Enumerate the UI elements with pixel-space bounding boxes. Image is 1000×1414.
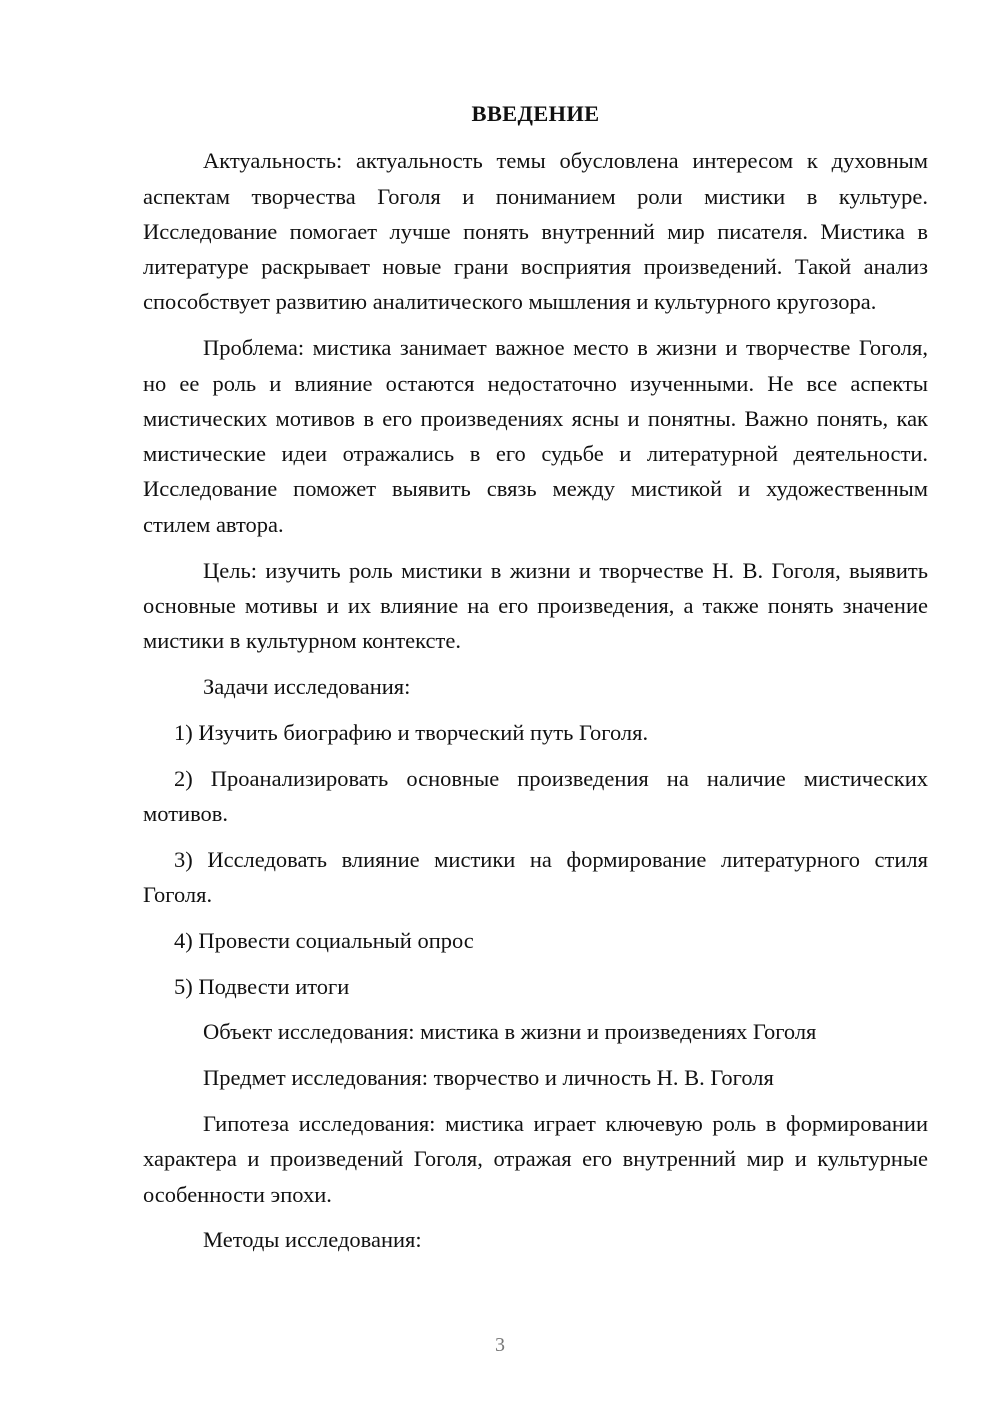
paragraph-goal: Цель: изучить роль мистики в жизни и творчестве Н. В. Гоголя, выявить основные мотивы и их влияние на его произведения, а также понять значение мистики в культурном контексте. [143, 557, 928, 654]
list-item: 4) Провести социальный опрос [174, 927, 474, 953]
section-heading: ВВЕДЕНИЕ [471, 101, 600, 126]
list-item: 5) Подвести итоги [174, 973, 350, 999]
paragraph-subject: Предмет исследования: творчество и личность Н. В. Гоголя [203, 1065, 774, 1091]
list-item: 2) Проанализировать основные произведения на наличие мистических мотивов. [143, 765, 928, 826]
page-content [143, 96, 928, 1268]
methods-heading: Методы исследования: [203, 1227, 422, 1253]
list-item: 3) Исследовать влияние мистики на формирование литературного стиля Гоголя. [143, 846, 928, 907]
tasks-list [143, 715, 928, 1004]
tasks-heading: Задачи исследования: [203, 673, 411, 699]
paragraph-problem: Проблема: мистика занимает важное место в жизни и творчестве Гоголя, но ее роль и влияние остаются недостаточно изученными. Не все аспекты мистических мотивов в его произведениях ясны и понятны. Важно понять, как мистические идеи отражались в его судьбе и литературной деятельности. Исследование поможет выявить связь между мистикой и художественным стилем автора. [143, 335, 928, 537]
list-item: 1) Изучить биографию и творческий путь Гоголя. [174, 719, 649, 745]
paragraph-relevance: Актуальность: актуальность темы обусловлена интересом к духовным аспектам творчества Гоголя и пониманием роли мистики в культуре. Исследование помогает лучше понять внутренний мир писателя. Мистика в литературе раскрывает новые грани восприятия произведений. Такой анализ способствует развитию аналитического мышления и культурного кругозора. [143, 148, 928, 315]
page-number: 3 [495, 1334, 505, 1356]
paragraph-object: Объект исследования: мистика в жизни и произведениях Гоголя [203, 1019, 817, 1045]
paragraph-hypothesis: Гипотеза исследования: мистика играет ключевую роль в формировании характера и произведений Гоголя, отражая его внутренний мир и культурные особенности эпохи. [143, 1110, 928, 1207]
